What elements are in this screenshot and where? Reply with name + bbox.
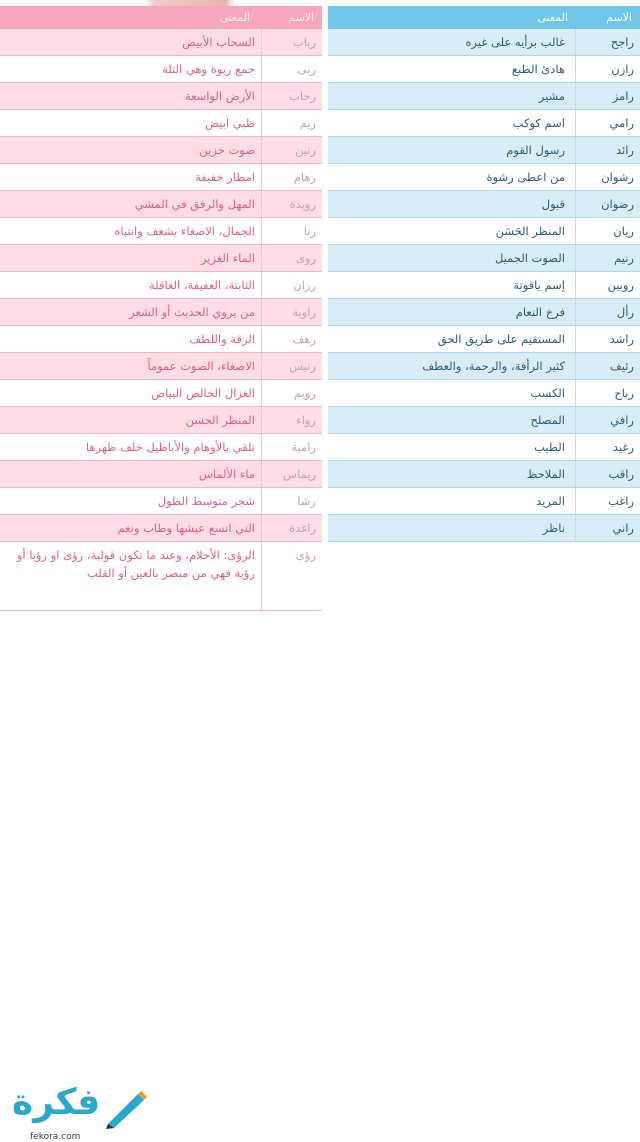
table-header: [328, 6, 640, 29]
meaning-cell: الاصغاء، الصوت عموماً: [0, 353, 262, 380]
table-row: [0, 110, 322, 137]
table-row: [328, 218, 640, 245]
name-cell: رواء: [262, 407, 323, 434]
meaning-cell: مشير: [328, 83, 576, 110]
meaning-cell: المصلح: [328, 407, 576, 434]
meaning-cell: المستقيم على طريق الحق: [328, 326, 576, 353]
header-meaning: المعنى: [328, 11, 580, 24]
meaning-cell: الرقة واللطف: [0, 326, 262, 353]
name-cell: رشا: [262, 488, 323, 515]
table-row: [0, 245, 322, 272]
table-row: [328, 488, 640, 515]
meaning-cell: الماء الغزير: [0, 245, 262, 272]
table-row: [328, 56, 640, 83]
table-row: [0, 83, 322, 110]
header-name: الاسم: [580, 11, 640, 24]
table-row: [0, 137, 322, 164]
name-cell: رنيس: [262, 353, 323, 380]
name-cell: رهف: [262, 326, 323, 353]
table-row: [328, 83, 640, 110]
girls-names-table: [0, 0, 322, 611]
site-logo[interactable]: [4, 540, 154, 602]
meaning-cell: اسم كوكب: [328, 110, 576, 137]
header-name: الاسم: [262, 11, 322, 24]
name-cell: رافي: [576, 407, 640, 434]
name-cell: روى: [262, 245, 323, 272]
name-cell: رويدة: [262, 191, 323, 218]
meaning-cell: غالب برأيه على غيره: [328, 29, 576, 56]
name-cell: رئيف: [576, 353, 640, 380]
meaning-cell: ظبي ابيض: [0, 110, 262, 137]
boys-names-table: [328, 0, 640, 542]
table-row: [328, 299, 640, 326]
name-cell: رأل: [576, 299, 640, 326]
meaning-cell: المهل والرفق في المشي: [0, 191, 262, 218]
table-row: [328, 191, 640, 218]
meaning-cell: الغزال الخالص البياض: [0, 380, 262, 407]
table-row: [328, 434, 640, 461]
table-row: [0, 515, 322, 542]
name-cell: راغب: [576, 488, 640, 515]
meaning-cell: الكسب: [328, 380, 576, 407]
name-cell: ريماس: [262, 461, 323, 488]
name-cell: رنيم: [576, 245, 640, 272]
name-cell: رويم: [262, 380, 323, 407]
meaning-cell: الملاحظ: [328, 461, 576, 488]
table-row: [0, 488, 322, 515]
meaning-cell: امطار خفيفة: [0, 164, 262, 191]
logo-domain: fekora.com: [30, 1132, 80, 1142]
meaning-cell: التي اتسع عيشها وطاب ونعم: [0, 515, 262, 542]
name-cell: رشوان: [576, 164, 640, 191]
table-row: [0, 164, 322, 191]
name-cell: رامي: [576, 110, 640, 137]
name-cell: رهام: [262, 164, 323, 191]
name-cell: رازن: [576, 56, 640, 83]
name-cell: رحاب: [262, 83, 323, 110]
logo-text: فكرة: [12, 1082, 100, 1123]
table-row: [0, 272, 322, 299]
meaning-cell: السحاب الأبيض: [0, 29, 262, 56]
names-table: [0, 29, 322, 611]
name-cell: رائد: [576, 137, 640, 164]
name-cell: رضوان: [576, 191, 640, 218]
table-row: [328, 164, 640, 191]
meaning-cell: رسول القوم: [328, 137, 576, 164]
table-row: [328, 137, 640, 164]
pen-icon: [102, 1088, 150, 1130]
meaning-cell: قبول: [328, 191, 576, 218]
table-row: [0, 434, 322, 461]
meaning-cell: المنظر الحَسَن: [328, 218, 576, 245]
meaning-cell: شجر متوسط الطول: [0, 488, 262, 515]
meaning-cell: من اعطى رشوة: [328, 164, 576, 191]
meaning-cell: هادئ الطبع: [328, 56, 576, 83]
meaning-cell: المريد: [328, 488, 576, 515]
meaning-cell: ناظر: [328, 515, 576, 542]
table-row: [0, 326, 322, 353]
name-cell: راقب: [576, 461, 640, 488]
table-row: [0, 407, 322, 434]
table-row: [328, 245, 640, 272]
name-cell: روبين: [576, 272, 640, 299]
meaning-cell: جمع ربوة وهي التلة: [0, 56, 262, 83]
table-row: [0, 191, 322, 218]
name-cell: راغدة: [262, 515, 323, 542]
meaning-cell: الصوت الجميل: [328, 245, 576, 272]
table-row: [0, 29, 322, 56]
name-cell: ربى: [262, 56, 323, 83]
name-cell: رامية: [262, 434, 323, 461]
table-row: [328, 29, 640, 56]
meaning-cell: صوت حزين: [0, 137, 262, 164]
table-row: [328, 353, 640, 380]
table-row: [328, 515, 640, 542]
name-cell: رباح: [576, 380, 640, 407]
table-row: [328, 110, 640, 137]
meaning-cell: تلقي بالأوهام والأباطيل خلف ظهرها: [0, 434, 262, 461]
table-row: [0, 218, 322, 245]
name-cell: رنين: [262, 137, 323, 164]
meaning-cell: الأرض الواسعة: [0, 83, 262, 110]
table-row: [0, 353, 322, 380]
meaning-cell: الرؤى: الأحلام، وعند ما تكون قولبة، رؤى او رؤيا أو رؤية فهي من مبصر بالعين أو القلب: [0, 542, 262, 611]
name-cell: رباب: [262, 29, 323, 56]
table-row: [328, 272, 640, 299]
meaning-cell: الجمال، الاصغاء بشغف وانتباه: [0, 218, 262, 245]
table-row: [328, 461, 640, 488]
table-row: [328, 380, 640, 407]
name-cell: رزان: [262, 272, 323, 299]
name-cell: ريم: [262, 110, 323, 137]
meaning-cell: الثابتة، العفيفة، العاقلة: [0, 272, 262, 299]
name-cell: ريان: [576, 218, 640, 245]
name-cell: رؤى: [262, 542, 323, 611]
name-cell: راشد: [576, 326, 640, 353]
table-row: [0, 56, 322, 83]
name-cell: رغيد: [576, 434, 640, 461]
table-row: [0, 380, 322, 407]
table-row: [0, 299, 322, 326]
meaning-cell: المنظر الحسن: [0, 407, 262, 434]
name-cell: راني: [576, 515, 640, 542]
names-table: [328, 29, 640, 542]
meaning-cell: الطيب: [328, 434, 576, 461]
name-cell: رامز: [576, 83, 640, 110]
table-row: [0, 461, 322, 488]
table-row: [328, 407, 640, 434]
meaning-cell: كثير الرأفة، والرحمة، والعطف: [328, 353, 576, 380]
meaning-cell: فرخ النعام: [328, 299, 576, 326]
meaning-cell: من يروي الحديث أو الشعر: [0, 299, 262, 326]
meaning-cell: ماء الألماس: [0, 461, 262, 488]
table-row: [328, 326, 640, 353]
table-header: [0, 6, 322, 29]
name-cell: راوية: [262, 299, 323, 326]
name-cell: رنا: [262, 218, 323, 245]
header-meaning: المعنى: [0, 11, 262, 24]
name-cell: راجح: [576, 29, 640, 56]
meaning-cell: إسم ياقوتة: [328, 272, 576, 299]
